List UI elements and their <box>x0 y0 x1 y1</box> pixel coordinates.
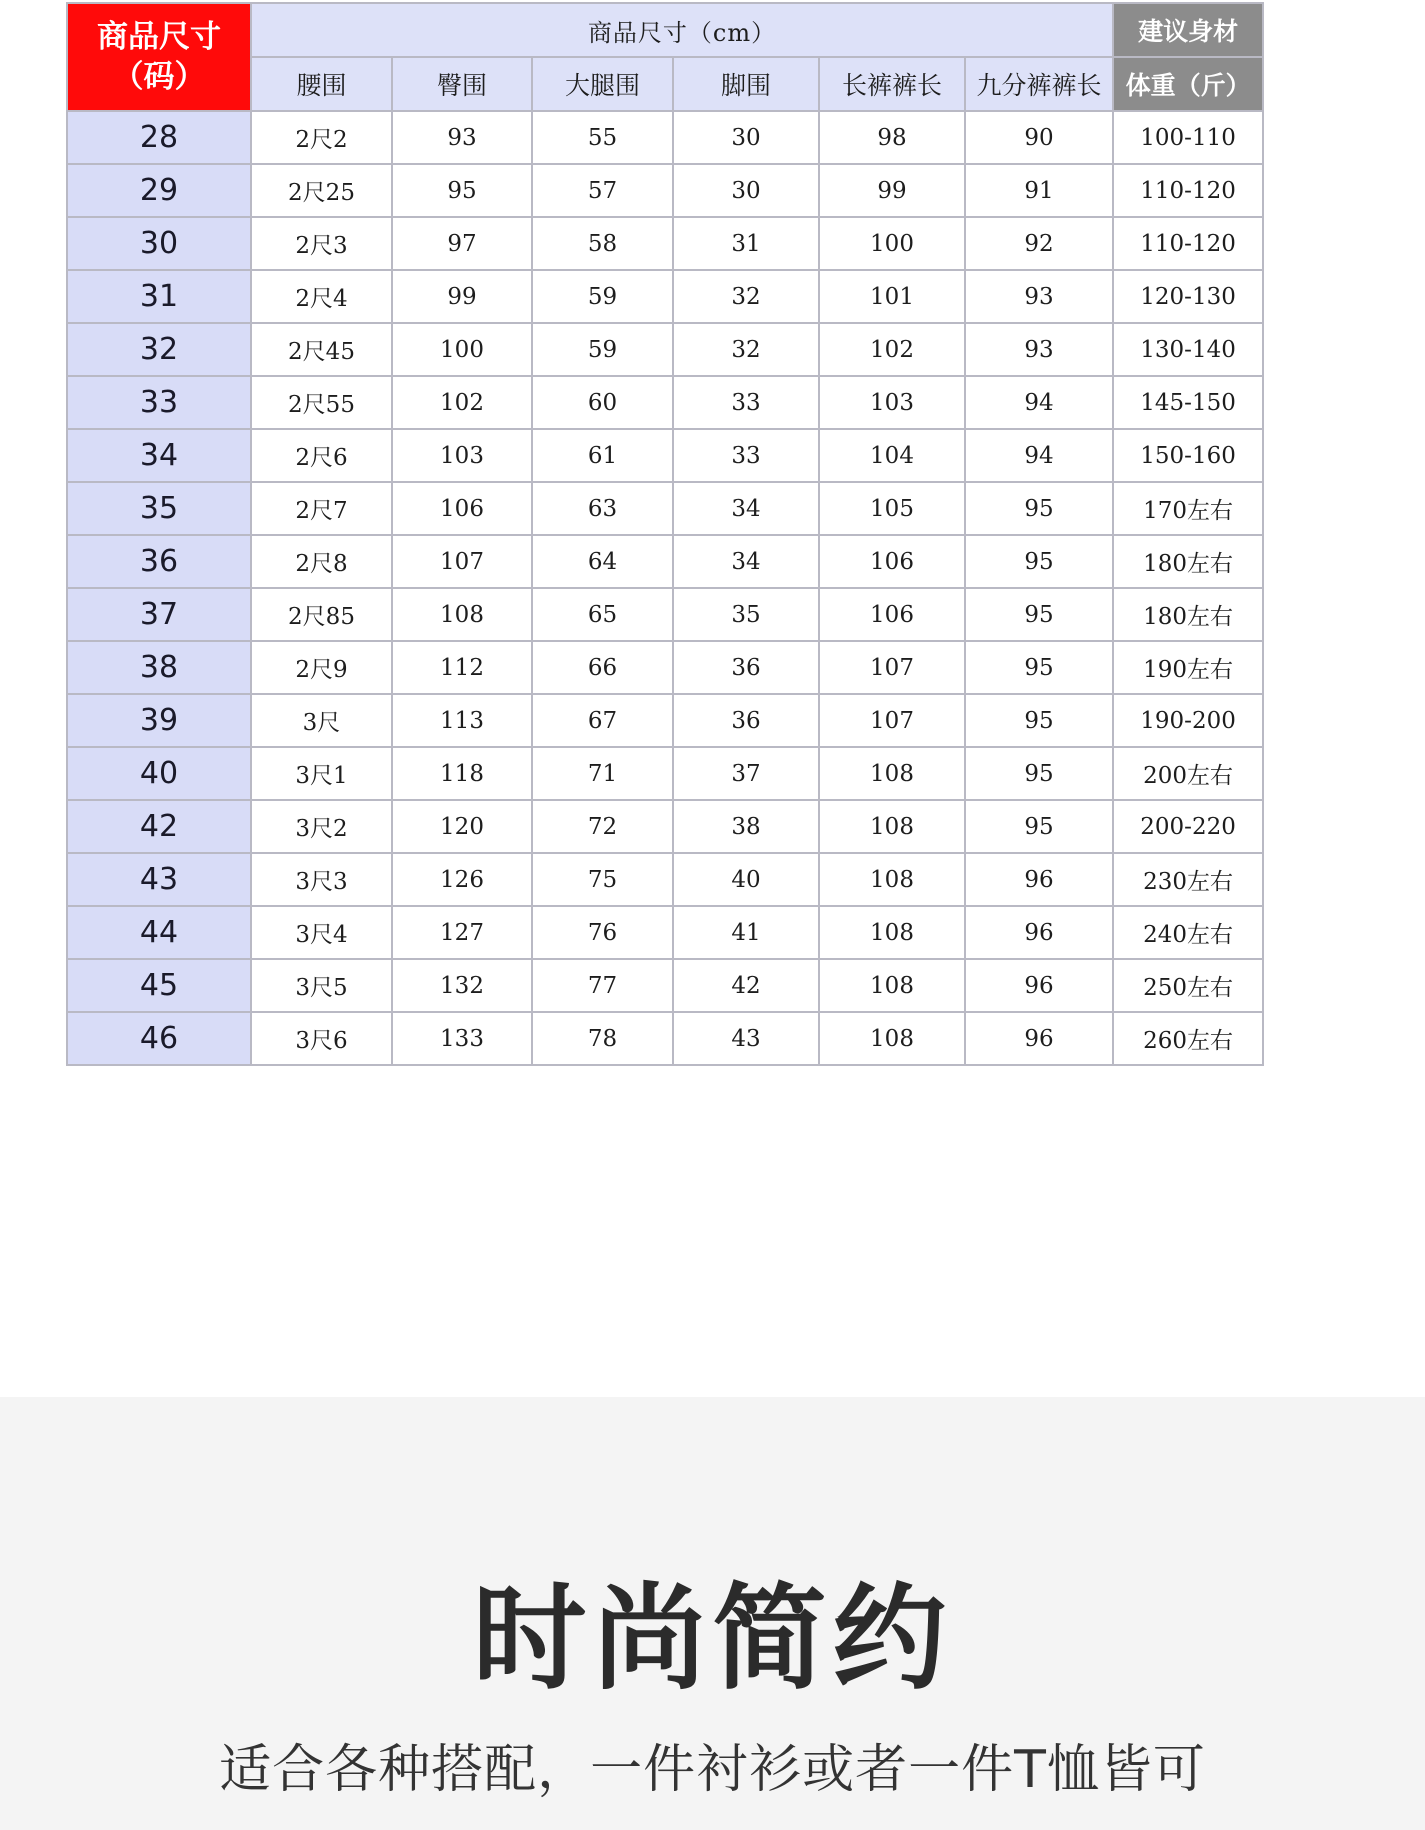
cell-size: 34 <box>67 429 251 482</box>
product-size-group-header: 商品尺寸（cm） <box>251 3 1113 57</box>
cell-ankle-length: 95 <box>965 482 1113 535</box>
cell-ankle-length: 93 <box>965 270 1113 323</box>
cell-size: 44 <box>67 906 251 959</box>
cell-leg-opening: 30 <box>673 164 819 217</box>
cell-ankle-length: 96 <box>965 959 1113 1012</box>
column-header-waist: 腰围 <box>251 57 392 111</box>
cell-hip: 99 <box>392 270 532 323</box>
cell-ankle-length: 94 <box>965 429 1113 482</box>
cell-weight: 120-130 <box>1113 270 1263 323</box>
cell-hip: 97 <box>392 217 532 270</box>
cell-size: 45 <box>67 959 251 1012</box>
feature-panel <box>0 1397 1425 1830</box>
cell-leg-opening: 32 <box>673 270 819 323</box>
cell-thigh: 57 <box>532 164 673 217</box>
cell-ankle-length: 95 <box>965 747 1113 800</box>
feature-subline: 适合各种搭配，一件衬衫或者一件T恤皆可 <box>219 1740 1206 1800</box>
cell-waist: 2尺7 <box>251 482 392 535</box>
cell-full-length: 108 <box>819 1012 965 1065</box>
cell-size: 28 <box>67 111 251 164</box>
cell-full-length: 108 <box>819 800 965 853</box>
cell-ankle-length: 91 <box>965 164 1113 217</box>
cell-hip: 108 <box>392 588 532 641</box>
cell-size: 39 <box>67 694 251 747</box>
cell-waist: 3尺 <box>251 694 392 747</box>
cell-weight: 190-200 <box>1113 694 1263 747</box>
cell-weight: 130-140 <box>1113 323 1263 376</box>
cell-leg-opening: 37 <box>673 747 819 800</box>
table-row <box>67 482 1263 535</box>
cell-hip: 127 <box>392 906 532 959</box>
cell-ankle-length: 95 <box>965 535 1113 588</box>
cell-full-length: 98 <box>819 111 965 164</box>
column-header-full-length: 长裤裤长 <box>819 57 965 111</box>
column-header-leg-opening: 脚围 <box>673 57 819 111</box>
cell-ankle-length: 95 <box>965 800 1113 853</box>
cell-weight: 200左右 <box>1113 747 1263 800</box>
cell-ankle-length: 92 <box>965 217 1113 270</box>
cell-waist: 3尺5 <box>251 959 392 1012</box>
cell-full-length: 101 <box>819 270 965 323</box>
table-row <box>67 959 1263 1012</box>
cell-weight: 110-120 <box>1113 164 1263 217</box>
cell-hip: 118 <box>392 747 532 800</box>
cell-size: 30 <box>67 217 251 270</box>
cell-waist: 2尺9 <box>251 641 392 694</box>
cell-ankle-length: 96 <box>965 1012 1113 1065</box>
size-header-cell <box>67 3 251 111</box>
cell-ankle-length: 93 <box>965 323 1113 376</box>
cell-leg-opening: 33 <box>673 376 819 429</box>
cell-thigh: 61 <box>532 429 673 482</box>
table-row <box>67 694 1263 747</box>
cell-hip: 132 <box>392 959 532 1012</box>
table-row <box>67 535 1263 588</box>
cell-waist: 3尺2 <box>251 800 392 853</box>
cell-weight: 200-220 <box>1113 800 1263 853</box>
cell-leg-opening: 35 <box>673 588 819 641</box>
cell-hip: 113 <box>392 694 532 747</box>
cell-leg-opening: 38 <box>673 800 819 853</box>
cell-thigh: 75 <box>532 853 673 906</box>
table-row <box>67 588 1263 641</box>
table-row <box>67 164 1263 217</box>
table-row <box>67 641 1263 694</box>
cell-waist: 2尺4 <box>251 270 392 323</box>
cell-thigh: 60 <box>532 376 673 429</box>
cell-ankle-length: 95 <box>965 694 1113 747</box>
table-row <box>67 376 1263 429</box>
cell-full-length: 106 <box>819 588 965 641</box>
cell-thigh: 65 <box>532 588 673 641</box>
cell-waist: 2尺45 <box>251 323 392 376</box>
cell-waist: 2尺3 <box>251 217 392 270</box>
cell-ankle-length: 95 <box>965 641 1113 694</box>
cell-leg-opening: 43 <box>673 1012 819 1065</box>
cell-leg-opening: 42 <box>673 959 819 1012</box>
cell-waist: 3尺3 <box>251 853 392 906</box>
cell-thigh: 76 <box>532 906 673 959</box>
cell-thigh: 58 <box>532 217 673 270</box>
table-row <box>67 1012 1263 1065</box>
cell-leg-opening: 34 <box>673 482 819 535</box>
cell-thigh: 78 <box>532 1012 673 1065</box>
cell-full-length: 108 <box>819 747 965 800</box>
cell-thigh: 59 <box>532 270 673 323</box>
cell-thigh: 59 <box>532 323 673 376</box>
table-row <box>67 853 1263 906</box>
cell-size: 37 <box>67 588 251 641</box>
cell-ankle-length: 94 <box>965 376 1113 429</box>
cell-weight: 150-160 <box>1113 429 1263 482</box>
cell-weight: 190左右 <box>1113 641 1263 694</box>
cell-thigh: 66 <box>532 641 673 694</box>
cell-ankle-length: 96 <box>965 906 1113 959</box>
cell-leg-opening: 32 <box>673 323 819 376</box>
cell-weight: 230左右 <box>1113 853 1263 906</box>
cell-full-length: 108 <box>819 853 965 906</box>
table-row <box>67 800 1263 853</box>
cell-full-length: 108 <box>819 959 965 1012</box>
cell-waist: 2尺6 <box>251 429 392 482</box>
cell-size: 42 <box>67 800 251 853</box>
cell-ankle-length: 95 <box>965 588 1113 641</box>
cell-hip: 93 <box>392 111 532 164</box>
cell-hip: 106 <box>392 482 532 535</box>
cell-size: 29 <box>67 164 251 217</box>
cell-full-length: 105 <box>819 482 965 535</box>
cell-thigh: 63 <box>532 482 673 535</box>
header-row-1 <box>67 3 1263 57</box>
cell-thigh: 77 <box>532 959 673 1012</box>
cell-weight: 240左右 <box>1113 906 1263 959</box>
cell-hip: 100 <box>392 323 532 376</box>
cell-weight: 250左右 <box>1113 959 1263 1012</box>
column-header-hip: 臀围 <box>392 57 532 111</box>
cell-weight: 180左右 <box>1113 535 1263 588</box>
cell-thigh: 64 <box>532 535 673 588</box>
cell-full-length: 104 <box>819 429 965 482</box>
cell-leg-opening: 36 <box>673 694 819 747</box>
table-row <box>67 111 1263 164</box>
size-chart-table <box>66 2 1264 1066</box>
cell-full-length: 99 <box>819 164 965 217</box>
cell-size: 33 <box>67 376 251 429</box>
cell-weight: 145-150 <box>1113 376 1263 429</box>
cell-hip: 102 <box>392 376 532 429</box>
cell-waist: 3尺4 <box>251 906 392 959</box>
cell-thigh: 55 <box>532 111 673 164</box>
cell-leg-opening: 30 <box>673 111 819 164</box>
column-header-ankle-length: 九分裤裤长 <box>965 57 1113 111</box>
cell-waist: 3尺6 <box>251 1012 392 1065</box>
size-header-line1: 商品尺寸 <box>97 18 221 55</box>
cell-full-length: 108 <box>819 906 965 959</box>
cell-weight: 170左右 <box>1113 482 1263 535</box>
cell-leg-opening: 41 <box>673 906 819 959</box>
cell-full-length: 102 <box>819 323 965 376</box>
table-row <box>67 270 1263 323</box>
table-row <box>67 323 1263 376</box>
table-row <box>67 429 1263 482</box>
cell-size: 35 <box>67 482 251 535</box>
cell-waist: 2尺85 <box>251 588 392 641</box>
cell-ankle-length: 96 <box>965 853 1113 906</box>
size-header-line2: （码） <box>112 59 206 95</box>
cell-size: 32 <box>67 323 251 376</box>
feature-headline: 时尚简约 <box>472 1572 953 1705</box>
cell-full-length: 107 <box>819 641 965 694</box>
cell-waist: 2尺8 <box>251 535 392 588</box>
suggested-body-header: 建议身材 <box>1113 3 1263 57</box>
cell-hip: 107 <box>392 535 532 588</box>
cell-size: 40 <box>67 747 251 800</box>
cell-thigh: 72 <box>532 800 673 853</box>
table-row <box>67 217 1263 270</box>
cell-hip: 112 <box>392 641 532 694</box>
cell-full-length: 106 <box>819 535 965 588</box>
cell-waist: 2尺55 <box>251 376 392 429</box>
cell-ankle-length: 90 <box>965 111 1113 164</box>
cell-thigh: 67 <box>532 694 673 747</box>
cell-hip: 120 <box>392 800 532 853</box>
cell-size: 31 <box>67 270 251 323</box>
column-header-weight: 体重（斤） <box>1113 57 1263 111</box>
cell-full-length: 107 <box>819 694 965 747</box>
cell-size: 46 <box>67 1012 251 1065</box>
cell-leg-opening: 34 <box>673 535 819 588</box>
cell-size: 43 <box>67 853 251 906</box>
table-row <box>67 747 1263 800</box>
cell-size: 38 <box>67 641 251 694</box>
cell-leg-opening: 36 <box>673 641 819 694</box>
cell-weight: 260左右 <box>1113 1012 1263 1065</box>
cell-hip: 103 <box>392 429 532 482</box>
cell-leg-opening: 31 <box>673 217 819 270</box>
cell-hip: 133 <box>392 1012 532 1065</box>
cell-thigh: 71 <box>532 747 673 800</box>
cell-waist: 2尺25 <box>251 164 392 217</box>
column-header-thigh: 大腿围 <box>532 57 673 111</box>
cell-size: 36 <box>67 535 251 588</box>
cell-full-length: 100 <box>819 217 965 270</box>
cell-hip: 95 <box>392 164 532 217</box>
cell-hip: 126 <box>392 853 532 906</box>
cell-leg-opening: 33 <box>673 429 819 482</box>
cell-weight: 100-110 <box>1113 111 1263 164</box>
cell-leg-opening: 40 <box>673 853 819 906</box>
cell-weight: 180左右 <box>1113 588 1263 641</box>
cell-waist: 2尺2 <box>251 111 392 164</box>
cell-full-length: 103 <box>819 376 965 429</box>
cell-waist: 3尺1 <box>251 747 392 800</box>
table-row <box>67 906 1263 959</box>
cell-weight: 110-120 <box>1113 217 1263 270</box>
